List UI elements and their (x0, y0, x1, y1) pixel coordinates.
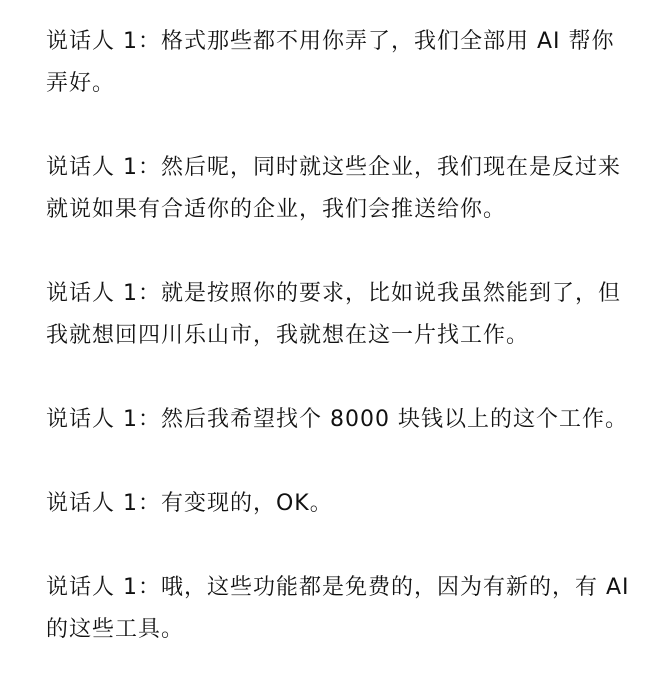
transcript-paragraph: 说话人 1：就是按照你的要求，比如说我虽然能到了，但我就想回四川乐山市，我就想在这一片找工作。 (46, 281, 621, 348)
transcript-paragraph: 说话人 1：有变现的，OK。 (46, 491, 333, 516)
transcript-paragraph: 说话人 1：然后我希望找个 8000 块钱以上的这个工作。 (46, 407, 628, 432)
transcript-paragraph: 说话人 1：哦，这些功能都是免费的，因为有新的，有 AI 的这些工具。 (46, 575, 630, 642)
transcript-paragraph: 说话人 1：格式那些都不用你弄了，我们全部用 AI 帮你弄好。 (46, 29, 615, 96)
transcript-paragraph: 说话人 1：然后呢，同时就这些企业，我们现在是反过来就说如果有合适你的企业，我们会推送给你。 (46, 155, 621, 222)
